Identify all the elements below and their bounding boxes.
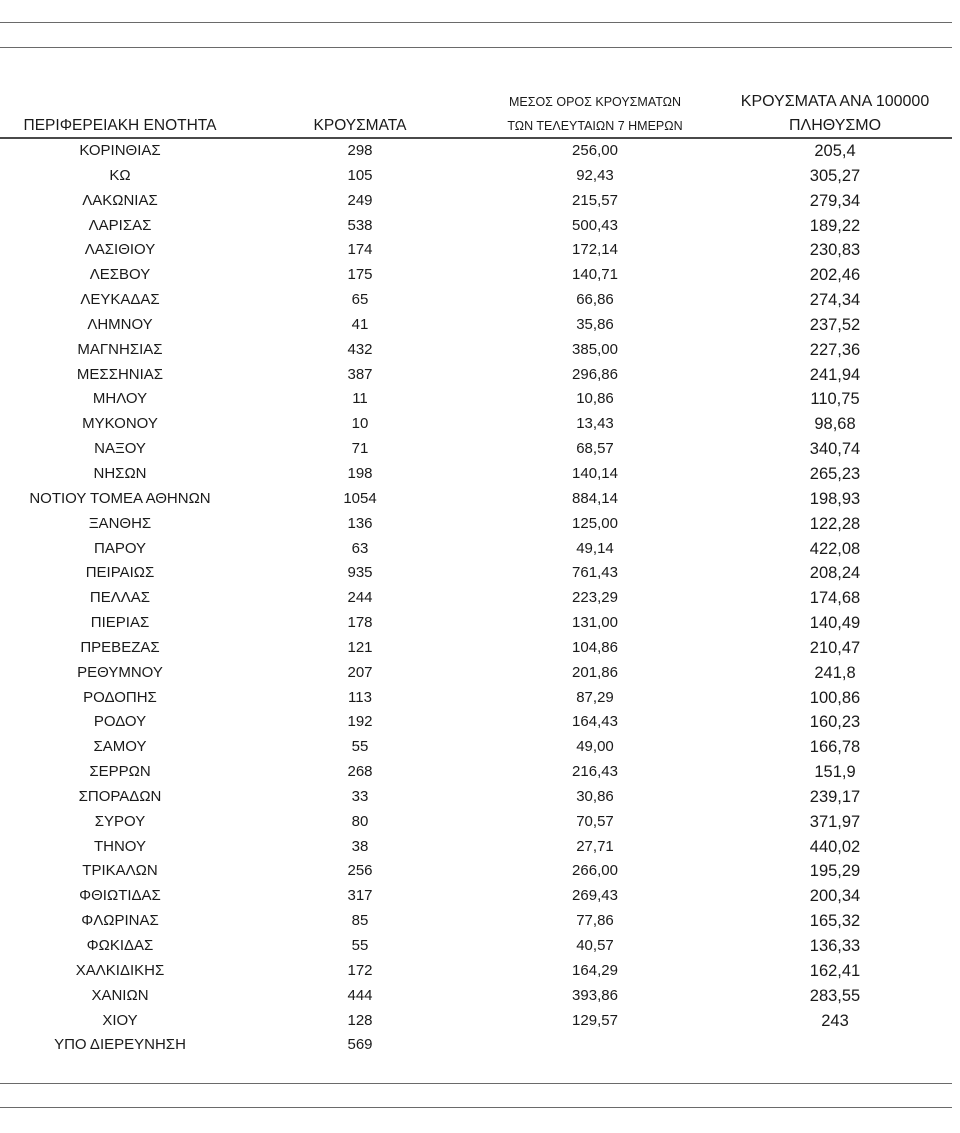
cell-avg7: 129,57	[572, 1011, 618, 1029]
cell-region: ΛΑΚΩΝΙΑΣ	[82, 191, 158, 209]
header-cases: ΚΡΟΥΣΜΑΤΑ	[313, 117, 407, 134]
cell-avg7: 201,86	[572, 663, 618, 681]
cell-cases: 175	[347, 266, 373, 284]
cell-region: ΧΑΛΚΙΔΙΚΗΣ	[75, 961, 165, 979]
table-row	[0, 760, 960, 785]
cell-avg7: 87,29	[576, 688, 614, 706]
cell-cases: 1054	[343, 489, 377, 507]
cell-cases: 387	[347, 365, 373, 383]
table-row	[0, 263, 960, 288]
cell-region: ΚΩ	[109, 166, 131, 184]
cell-region: ΣΕΡΡΩΝ	[89, 763, 151, 781]
cell-cases: 55	[351, 738, 369, 756]
table-row	[0, 1009, 960, 1034]
table-row	[0, 537, 960, 562]
cell-per100k: 140,49	[809, 614, 861, 633]
cell-avg7: 131,00	[572, 614, 618, 632]
cell-cases: 80	[351, 812, 369, 830]
cell-avg7: 27,71	[576, 837, 614, 855]
cell-region: ΥΠΟ ΔΙΕΡΕΥΝΗΣΗ	[54, 1036, 186, 1054]
cell-avg7: 266,00	[572, 862, 618, 880]
table-row	[0, 835, 960, 860]
table-row	[0, 288, 960, 313]
table-row	[0, 686, 960, 711]
cell-avg7: 393,86	[572, 986, 618, 1004]
table-row	[0, 884, 960, 909]
table-row	[0, 586, 960, 611]
cell-avg7: 40,57	[576, 937, 614, 954]
cell-avg7: 104,86	[572, 638, 618, 656]
cell-avg7: 164,43	[572, 713, 618, 731]
cell-cases: 10	[351, 415, 369, 433]
cell-per100k: 110,75	[810, 390, 860, 409]
table-row	[0, 462, 960, 487]
cell-region: ΦΛΩΡΙΝΑΣ	[81, 912, 159, 930]
cell-region: ΠΑΡΟΥ	[93, 539, 147, 557]
cell-cases: 256	[347, 862, 373, 880]
cell-per100k: 200,34	[809, 887, 861, 906]
table-row	[0, 959, 960, 984]
cell-cases: 33	[351, 787, 369, 805]
table-row	[0, 909, 960, 934]
cell-region: ΣΥΡΟΥ	[94, 812, 146, 830]
cell-avg7: 13,43	[576, 415, 614, 433]
cell-per100k: 227,36	[809, 340, 861, 359]
cell-avg7: 10,86	[576, 390, 614, 408]
table-row	[0, 164, 960, 189]
cell-per100k: 166,78	[809, 738, 861, 757]
table-row	[0, 189, 960, 214]
cell-region: ΤΡΙΚΑΛΩΝ	[82, 862, 158, 880]
header-region: ΠΕΡΙΦΕΡΕΙΑΚΗ ΕΝΟΤΗΤΑ	[23, 117, 217, 134]
cell-region: ΞΑΝΘΗΣ	[88, 514, 152, 532]
cell-region: ΠΕΛΛΑΣ	[89, 589, 151, 607]
cell-avg7: 164,29	[572, 961, 618, 979]
cell-per100k: 274,34	[809, 291, 861, 310]
cell-per100k: 283,55	[809, 986, 861, 1005]
table-row	[0, 561, 960, 586]
cell-cases: 41	[351, 315, 369, 333]
cell-cases: 121	[347, 638, 373, 656]
cell-region: ΠΕΙΡΑΙΩΣ	[85, 564, 155, 582]
cell-avg7: 49,00	[576, 738, 614, 756]
cell-per100k: 422,08	[809, 539, 861, 558]
cell-avg7: 49,14	[576, 539, 614, 557]
cell-avg7: 385,00	[572, 340, 618, 358]
cell-per100k: 198,93	[809, 489, 861, 508]
table-row	[0, 934, 960, 959]
cell-per100k: 165,32	[809, 912, 861, 931]
cell-region: ΝΟΤΙΟΥ ΤΟΜΕΑ ΑΘΗΝΩΝ	[29, 489, 211, 507]
cell-region: ΦΩΚΙΔΑΣ	[86, 937, 154, 954]
cell-region: ΡΟΔΟΠΗΣ	[83, 688, 157, 706]
cell-per100k: 160,23	[809, 713, 861, 732]
cell-per100k: 136,33	[809, 937, 861, 955]
cell-region: ΜΥΚΟΝΟΥ	[82, 415, 158, 433]
cell-cases: 65	[351, 291, 369, 309]
table-row	[0, 214, 960, 239]
cell-per100k: 305,27	[809, 166, 861, 185]
cell-avg7: 140,14	[572, 464, 618, 482]
cell-per100k: 189,22	[809, 216, 861, 235]
header-per100k-line2: ΠΛΗΘΥΣΜΟ	[788, 117, 882, 134]
cell-cases: 935	[347, 564, 373, 582]
table-row	[0, 710, 960, 735]
cell-cases: 105	[347, 166, 373, 184]
table-header	[0, 88, 960, 138]
cell-per100k: 195,29	[809, 862, 861, 881]
table-row	[0, 859, 960, 884]
cell-avg7: 256,00	[572, 142, 618, 159]
cell-per100k: 279,34	[809, 191, 861, 210]
cell-cases: 249	[347, 191, 373, 209]
table-row	[0, 238, 960, 263]
cell-cases: 11	[352, 390, 368, 408]
header-avg7	[470, 90, 720, 138]
header-avg7-line2: ΤΩΝ ΤΕΛΕΥΤΑΙΩΝ 7 ΗΜΕΡΩΝ	[507, 119, 683, 133]
cell-cases: 538	[347, 216, 373, 234]
table-row	[0, 661, 960, 686]
cell-region: ΚΟΡΙΝΘΙΑΣ	[79, 142, 161, 159]
cell-per100k: 239,17	[809, 787, 861, 806]
cell-per100k: 174,68	[809, 589, 861, 608]
cell-region: ΣΠΟΡΑΔΩΝ	[78, 787, 162, 805]
cell-avg7: 500,43	[572, 216, 618, 234]
cell-cases: 85	[351, 912, 369, 930]
header-per100k	[720, 90, 950, 138]
cell-region: ΦΘΙΩΤΙΔΑΣ	[79, 887, 161, 905]
top-rule-2	[0, 47, 952, 48]
cell-cases: 298	[347, 142, 373, 159]
cell-region: ΣΑΜΟΥ	[93, 738, 147, 756]
table-row	[0, 363, 960, 388]
cell-avg7: 125,00	[572, 514, 618, 532]
cell-region: ΛΗΜΝΟΥ	[87, 315, 153, 333]
cell-region: ΡΕΘΥΜΝΟΥ	[77, 663, 163, 681]
cell-avg7: 70,57	[576, 812, 614, 830]
cell-per100k: 98,68	[814, 415, 856, 434]
table-row	[0, 611, 960, 636]
cell-region: ΝΗΣΩΝ	[93, 464, 147, 482]
table-row	[0, 487, 960, 512]
cell-avg7: 77,86	[576, 912, 614, 930]
cell-avg7: 884,14	[572, 489, 618, 507]
table-row	[0, 512, 960, 537]
cell-cases: 569	[347, 1036, 373, 1054]
cell-per100k: 371,97	[809, 812, 861, 831]
cell-avg7: 269,43	[572, 887, 618, 905]
cell-avg7: 92,43	[576, 166, 614, 184]
cell-cases: 432	[347, 340, 373, 358]
cell-per100k: 208,24	[809, 564, 861, 583]
cell-per100k: 151,9	[814, 763, 856, 782]
header-per100k-line1: ΚΡΟΥΣΜΑΤΑ ΑΝΑ 100000	[740, 93, 930, 110]
cell-cases: 192	[347, 713, 373, 731]
cell-avg7: 172,14	[572, 241, 618, 259]
table-row	[0, 785, 960, 810]
cell-region: ΛΑΣΙΘΙΟΥ	[84, 241, 156, 259]
cell-per100k: 241,94	[809, 365, 861, 384]
cell-region: ΠΡΕΒΕΖΑΣ	[80, 638, 160, 656]
cell-per100k: 243	[821, 1011, 849, 1030]
table-row	[0, 437, 960, 462]
cell-cases: 71	[351, 440, 369, 458]
cell-region: ΛΑΡΙΣΑΣ	[88, 216, 152, 234]
cell-cases: 55	[351, 937, 369, 954]
table-body	[0, 139, 960, 1058]
cell-avg7: 296,86	[572, 365, 618, 383]
cell-cases: 244	[347, 589, 373, 607]
cell-per100k: 265,23	[809, 464, 861, 483]
table-row	[0, 984, 960, 1009]
cell-per100k: 340,74	[809, 440, 861, 459]
cell-cases: 207	[347, 663, 373, 681]
table-row	[0, 412, 960, 437]
table-row	[0, 1033, 960, 1058]
table-row	[0, 810, 960, 835]
cell-per100k: 162,41	[809, 961, 861, 980]
cell-cases: 38	[351, 837, 369, 855]
cell-region: ΛΕΣΒΟΥ	[89, 266, 151, 284]
cell-per100k: 202,46	[809, 266, 861, 285]
cell-cases: 63	[351, 539, 369, 557]
cell-per100k: 100,86	[809, 688, 861, 707]
table-row	[0, 313, 960, 338]
table-row	[0, 735, 960, 760]
cell-avg7: 35,86	[576, 315, 614, 333]
cell-cases: 178	[347, 614, 373, 632]
cell-avg7: 66,86	[576, 291, 614, 309]
cell-region: ΜΗΛΟΥ	[92, 390, 148, 408]
cell-cases: 128	[347, 1011, 373, 1029]
header-avg7-line1: ΜΕΣΟΣ ΟΡΟΣ ΚΡΟΥΣΜΑΤΩΝ	[508, 95, 682, 109]
cell-per100k: 205,4	[814, 142, 856, 160]
table-row	[0, 139, 960, 164]
cell-avg7: 216,43	[572, 763, 618, 781]
cell-region: ΜΑΓΝΗΣΙΑΣ	[77, 340, 163, 358]
cell-avg7: 761,43	[572, 564, 618, 582]
cell-avg7: 223,29	[572, 589, 618, 607]
cell-cases: 172	[347, 961, 373, 979]
cell-per100k: 241,8	[814, 663, 856, 682]
table-row	[0, 338, 960, 363]
cell-avg7: 68,57	[576, 440, 614, 458]
cell-per100k: 230,83	[809, 241, 861, 260]
cell-avg7: 215,57	[572, 191, 618, 209]
cell-cases: 136	[347, 514, 373, 532]
cell-per100k: 210,47	[809, 638, 861, 657]
cell-cases: 113	[348, 688, 372, 706]
cell-region: ΧΙΟΥ	[102, 1011, 138, 1029]
cell-per100k: 122,28	[809, 514, 861, 533]
cell-region: ΤΗΝΟΥ	[93, 837, 147, 855]
cell-per100k: 237,52	[809, 315, 861, 334]
cell-region: ΠΙΕΡΙΑΣ	[90, 614, 150, 632]
cell-avg7: 140,71	[572, 266, 618, 284]
top-rule-1	[0, 22, 952, 23]
cell-cases: 317	[347, 887, 373, 905]
cell-avg7: 30,86	[576, 787, 614, 805]
cell-cases: 174	[347, 241, 373, 259]
bottom-rule-1	[0, 1083, 952, 1084]
cell-region: ΜΕΣΣΗΝΙΑΣ	[76, 365, 164, 383]
table-row	[0, 387, 960, 412]
cell-region: ΝΑΞΟΥ	[94, 440, 146, 458]
cell-region: ΛΕΥΚΑΔΑΣ	[80, 291, 160, 309]
cell-cases: 444	[347, 986, 373, 1004]
table-row	[0, 636, 960, 661]
cell-cases: 268	[347, 763, 373, 781]
cell-region: ΡΟΔΟΥ	[93, 713, 147, 731]
cell-cases: 198	[347, 464, 373, 482]
cell-region: ΧΑΝΙΩΝ	[91, 986, 149, 1004]
bottom-rule-2	[0, 1107, 952, 1108]
cell-per100k: 440,02	[809, 837, 861, 856]
